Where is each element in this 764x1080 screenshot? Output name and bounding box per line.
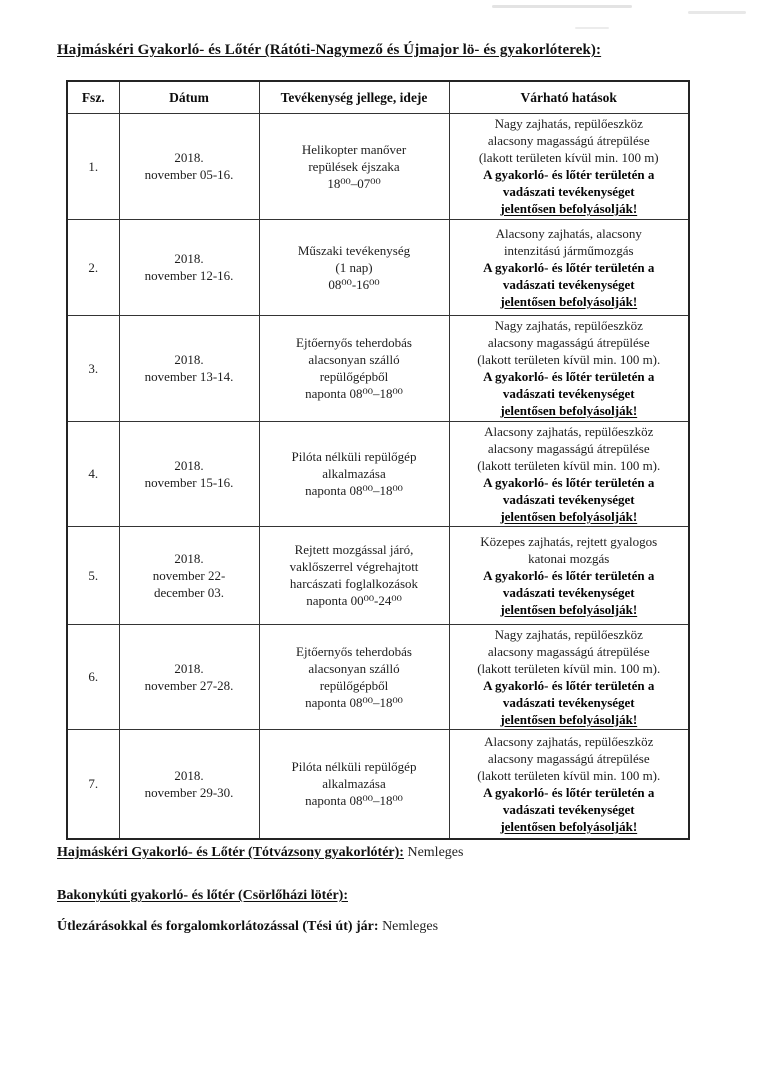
effect-bold-underlined-line xyxy=(453,200,686,217)
effect-line: alacsony magasságú átrepülése xyxy=(487,750,650,766)
header-cell-datum: Dátum xyxy=(119,81,259,113)
datum-cell xyxy=(119,113,259,219)
datum-line: november 13-14. xyxy=(144,369,234,384)
scan-artifact xyxy=(492,5,632,8)
effect-line: Nagy zajhatás, repülőeszköz xyxy=(494,318,643,333)
effect-bold-underlined-line xyxy=(453,601,686,618)
effect-line: Alacsony zajhatás, alacsony xyxy=(495,225,642,241)
effect-bold-line: A gyakorló- és lőtér területén a xyxy=(483,474,655,490)
effect-bold-line: A gyakorló- és lőtér területén a xyxy=(483,567,655,583)
effect-underlined-text: jelentősen befolyásolják! xyxy=(500,711,638,727)
effects-cell xyxy=(449,526,689,624)
activity-line: harcászati foglalkozások xyxy=(289,576,419,591)
activity-line: naponta 08⁰⁰–18⁰⁰ xyxy=(305,483,403,498)
datum-cell xyxy=(119,624,259,729)
effects-cell xyxy=(449,421,689,526)
datum-line: 2018. xyxy=(174,550,204,566)
activity-line: Pilóta nélküli repülőgép xyxy=(291,759,417,775)
effect-bold-line: vadászati tevékenységet xyxy=(502,694,635,710)
effect-bold-line: A gyakorló- és lőtér területén a xyxy=(483,167,655,182)
effect-bold-line: A gyakorló- és lőtér területén a xyxy=(483,259,655,275)
activity-line: naponta 08⁰⁰–18⁰⁰ xyxy=(305,793,403,809)
datum-cell xyxy=(119,421,259,526)
table-row xyxy=(67,315,689,421)
effect-bold-underlined-line xyxy=(453,711,686,728)
effect-bold-line: vadászati tevékenységet xyxy=(502,184,635,199)
effect-line: Közepes zajhatás, rejtett gyalogos xyxy=(480,533,658,549)
effect-bold-underlined-line xyxy=(453,402,686,419)
header-cell-effects: Várható hatások xyxy=(449,81,689,113)
effect-line: Alacsony zajhatás, repülőeszköz xyxy=(484,733,654,749)
effect-bold-underlined-line xyxy=(453,293,686,310)
activity-line: (1 nap) xyxy=(335,259,373,275)
fsz-cell: 2. xyxy=(67,219,119,315)
header-cell-fsz: Fsz. xyxy=(67,81,119,113)
activity-cell xyxy=(259,526,449,624)
activity-line: alkalmazása xyxy=(322,466,386,481)
footer-totvazsony-label: Hajmáskéri Gyakorló- és Lőtér (Tótvázsony gyakorlótér): xyxy=(57,845,404,860)
datum-line: november 22- xyxy=(152,567,226,583)
footer-bakonykuti-heading xyxy=(57,888,348,904)
activity-line: repülések éjszaka xyxy=(308,158,400,174)
activity-cell xyxy=(259,113,449,219)
effect-bold-line: A gyakorló- és lőtér területén a xyxy=(483,784,655,800)
effects-cell xyxy=(449,219,689,315)
table-header-row xyxy=(67,81,689,113)
activity-cell xyxy=(259,219,449,315)
effect-line: alacsony magasságú átrepülése xyxy=(487,335,650,350)
effect-bold-underlined-line xyxy=(453,818,686,835)
footer-bakonykuti-label: Bakonykúti gyakorló- és lőtér (Csörlőházi lötér): xyxy=(57,888,348,903)
datum-cell xyxy=(119,729,259,839)
table-row xyxy=(67,729,689,839)
footer-roadclosure-label: Útlezárásokkal és forgalomkorlátozással (Tési út) jár: xyxy=(57,919,379,934)
footer-totvazsony-value: Nemleges xyxy=(407,845,464,860)
datum-line: 2018. xyxy=(174,150,204,165)
activity-line: naponta 08⁰⁰–18⁰⁰ xyxy=(305,694,403,710)
datum-line: december 03. xyxy=(153,584,225,600)
effects-cell xyxy=(449,113,689,219)
footer-totvazsony-line xyxy=(57,845,463,861)
effect-line: intenzitású járműmozgás xyxy=(503,242,634,258)
activity-line: Műszaki tevékenység xyxy=(297,242,411,258)
table-row xyxy=(67,113,689,219)
activity-line: 08⁰⁰-16⁰⁰ xyxy=(328,276,380,292)
datum-line: 2018. xyxy=(174,767,204,783)
header-cell-activity: Tevékenység jellege, ideje xyxy=(259,81,449,113)
datum-line: 2018. xyxy=(174,457,204,473)
activity-cell xyxy=(259,421,449,526)
effect-line: (lakott területen kívül min. 100 m) xyxy=(478,150,659,165)
effect-underlined-text: jelentősen befolyásolják! xyxy=(500,601,638,617)
activity-line: alkalmazása xyxy=(322,776,386,792)
effect-line: alacsony magasságú átrepülése xyxy=(487,643,650,659)
fsz-cell: 4. xyxy=(67,421,119,526)
effect-line: alacsony magasságú átrepülése xyxy=(487,133,650,148)
table-row xyxy=(67,526,689,624)
table-body xyxy=(67,113,689,839)
datum-line: 2018. xyxy=(174,660,204,676)
effect-bold-line: vadászati tevékenységet xyxy=(502,386,635,401)
effect-underlined-text: jelentősen befolyásolják! xyxy=(500,201,638,216)
table-row xyxy=(67,624,689,729)
activity-cell xyxy=(259,729,449,839)
datum-line: november 27-28. xyxy=(144,677,234,693)
effects-cell xyxy=(449,624,689,729)
effect-bold-line: vadászati tevékenységet xyxy=(502,801,635,817)
table-row xyxy=(67,421,689,526)
datum-line: 2018. xyxy=(174,251,204,266)
fsz-cell: 7. xyxy=(67,729,119,839)
activity-line: 18⁰⁰–07⁰⁰ xyxy=(327,175,381,191)
effect-underlined-text: jelentősen befolyásolják! xyxy=(500,818,638,834)
effect-underlined-text: jelentősen befolyásolják! xyxy=(500,508,638,524)
datum-line: 2018. xyxy=(174,352,204,367)
effect-bold-underlined-line xyxy=(453,508,686,525)
scan-artifact xyxy=(688,11,746,14)
activity-cell xyxy=(259,624,449,729)
footer-roadclosure-value: Nemleges xyxy=(382,919,439,934)
effect-underlined-text: jelentősen befolyásolják! xyxy=(500,293,638,309)
activity-line: Ejtőernyős teherdobás xyxy=(296,335,412,350)
fsz-cell: 6. xyxy=(67,624,119,729)
activity-line: repülőgépből xyxy=(319,369,389,384)
activity-line: Pilóta nélküli repülőgép xyxy=(291,449,417,464)
effect-line: (lakott területen kívül min. 100 m). xyxy=(477,352,661,367)
activity-line: naponta 00⁰⁰-24⁰⁰ xyxy=(306,593,402,608)
datum-cell xyxy=(119,315,259,421)
activity-line: Rejtett mozgással járó, xyxy=(294,542,414,557)
effect-underlined-text: jelentősen befolyásolják! xyxy=(500,403,638,418)
fsz-cell: 5. xyxy=(67,526,119,624)
activity-table xyxy=(66,80,690,840)
effects-cell xyxy=(449,729,689,839)
activity-line: Helikopter manőver xyxy=(301,141,407,157)
activity-cell xyxy=(259,315,449,421)
effect-bold-line: vadászati tevékenységet xyxy=(502,491,635,507)
activity-line: Ejtőernyős teherdobás xyxy=(296,643,412,659)
effect-bold-line: A gyakorló- és lőtér területén a xyxy=(483,677,655,693)
activity-line: alacsonyan szálló xyxy=(308,352,400,367)
effect-line: katonai mozgás xyxy=(528,550,610,566)
table-row xyxy=(67,219,689,315)
fsz-cell: 3. xyxy=(67,315,119,421)
effect-line: (lakott területen kívül min. 100 m). xyxy=(477,457,661,473)
effect-line: (lakott területen kívül min. 100 m). xyxy=(477,767,661,783)
scan-artifact xyxy=(575,27,609,29)
activity-line: repülőgépből xyxy=(319,677,389,693)
datum-cell xyxy=(119,219,259,315)
effect-line: Nagy zajhatás, repülőeszköz xyxy=(494,116,643,131)
effect-line: Alacsony zajhatás, repülőeszköz xyxy=(484,423,654,439)
effects-cell xyxy=(449,315,689,421)
effect-line: (lakott területen kívül min. 100 m). xyxy=(477,660,661,676)
effect-line: Nagy zajhatás, repülőeszköz xyxy=(494,626,643,642)
datum-cell xyxy=(119,526,259,624)
datum-line: november 15-16. xyxy=(144,474,234,490)
footer-roadclosure-line xyxy=(57,919,438,935)
page-title: Hajmáskéri Gyakorló- és Lőtér (Rátóti-Nagymező és Újmajor lö- és gyakorlóterek): xyxy=(57,42,602,58)
effect-bold-line: vadászati tevékenységet xyxy=(502,276,635,292)
activity-line: naponta 08⁰⁰–18⁰⁰ xyxy=(305,386,403,401)
datum-line: november 29-30. xyxy=(144,784,234,800)
effect-line: alacsony magasságú átrepülése xyxy=(487,440,650,456)
fsz-cell: 1. xyxy=(67,113,119,219)
activity-line: vaklőszerrel végrehajtott xyxy=(289,559,419,574)
activity-line: alacsonyan szálló xyxy=(308,660,400,676)
datum-line: november 12-16. xyxy=(144,268,234,283)
datum-line: november 05-16. xyxy=(144,167,234,182)
effect-bold-line: vadászati tevékenységet xyxy=(502,584,635,600)
effect-bold-line: A gyakorló- és lőtér területén a xyxy=(483,369,655,384)
